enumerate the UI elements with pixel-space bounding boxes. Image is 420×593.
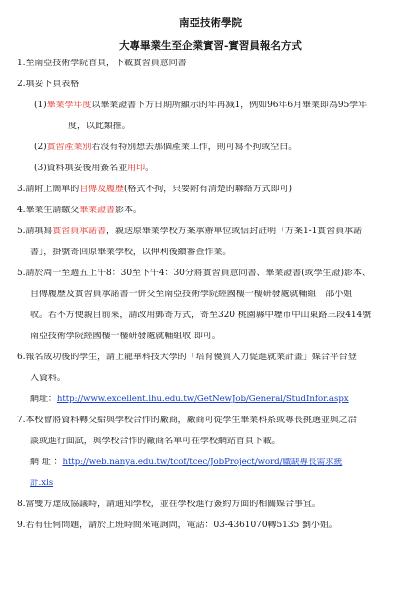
item-2-1-cont: 度，以此類推。 xyxy=(68,122,131,131)
highlight-diploma: 畢業證書 xyxy=(79,206,115,215)
platform-link[interactable]: http://www.excellent.lhu.edu.tw/GetNewJob/General/StudInfor.aspx xyxy=(56,395,349,404)
school-title: 南亞技術學院 xyxy=(179,17,242,29)
item-6-cont-1: 自傳履歷及實習員承諾書一併交至南亞技術學院經國樓一樓研發處就輔組 邵小姐 xyxy=(30,290,353,299)
item-6-cont-2: 收。若不方便親自前來，請改用郵寄方式，寄至320 桃園縣中壢市中山東路三段414號 xyxy=(30,311,372,320)
item-7-cont: 入資料。 xyxy=(30,374,66,383)
highlight-resume: 自傳及履歷 xyxy=(79,185,124,194)
item-3: 3.請附上簡單的自傳及履歷(格式不拘，只要附有清楚的聯絡方式即可) xyxy=(17,185,292,194)
item-6: 5.請於周一至週五上午8：30至下午4：30分將實習員意向書、畢業證書(或學生證)影本、 xyxy=(17,269,371,278)
item-2-1: (1)畢業學年度以畢業證書下方日期所顯示的年再減1，例如96年6月畢業即為95學年 xyxy=(34,101,368,110)
item-5: 5.請填寫實習員承諾書，親送原畢業學校方案承辦單位或信封註明「方案1-1實習員承諾 xyxy=(17,227,363,236)
item-2-3: (3)資料填妥後用簽名並用印。 xyxy=(34,164,155,173)
item-8-url-line: 網 址 ：http://web.nanya.edu.tw/tcof/tcec/JobProject/word/職缺專長需求統 xyxy=(30,458,343,467)
highlight-seal: 用印 xyxy=(127,164,146,173)
item-1: 1.至南亞技術學院首頁，下載實習員意向書 xyxy=(17,59,187,68)
item-8-url-line-2 xyxy=(17,479,404,490)
page-title: 大專畢業生至企業實習-實習員報名方式 xyxy=(119,40,302,52)
item-8-cont: 談或進行面試，與學校合作的廠商名單可在學校網站首頁下載。 xyxy=(30,437,281,446)
item-2: 2.填妥下頁表格 xyxy=(17,80,80,89)
highlight-commitment: 實習員承諾書 xyxy=(52,227,107,236)
item-2-2: (2)實習產業別若沒有特別想去那個產業工作，則可寫不拘或空白。 xyxy=(34,143,298,152)
company-list-link[interactable]: http://web.nanya.edu.tw/tcof/tcec/JobProject/word/職缺專長需求統 xyxy=(62,458,343,467)
company-list-link-cont[interactable]: 計.xls xyxy=(30,479,54,488)
item-10: 9.若有任何問題，請於上班時間來電詢問，電話：03-4361070轉5135 劉小姐。 xyxy=(17,521,338,530)
item-7: 6.報名成功後的學生，請上龍華科技大學的「培育優質人力促進就業計畫」媒合平台登 xyxy=(17,353,357,362)
item-9: 8.當雙方達成協議時，請通知學校，並在學校進行簽約方面的相關媒合事宜。 xyxy=(17,500,321,509)
item-6-cont-3: 南亞技術學院經國樓一樓研發處就輔組收 即可。 xyxy=(30,332,221,341)
highlight-graduation-year: 畢業學年度 xyxy=(46,101,92,110)
item-8: 7.本校會將資料轉交給與學校合作的廠商，廠商可從學生畢業科系或專長挑選並與之洽 xyxy=(17,416,357,425)
item-7-url-line: 網址：http://www.excellent.lhu.edu.tw/GetNewJob/General/StudInfor.aspx xyxy=(30,395,349,404)
item-4: 4.畢業生請繳交畢業證書影本。 xyxy=(17,206,142,215)
item-5-cont: 書」，掛號寄回原畢業學校，以伸利後續審查作業。 xyxy=(30,248,232,257)
highlight-industry: 實習產業別 xyxy=(46,143,92,152)
